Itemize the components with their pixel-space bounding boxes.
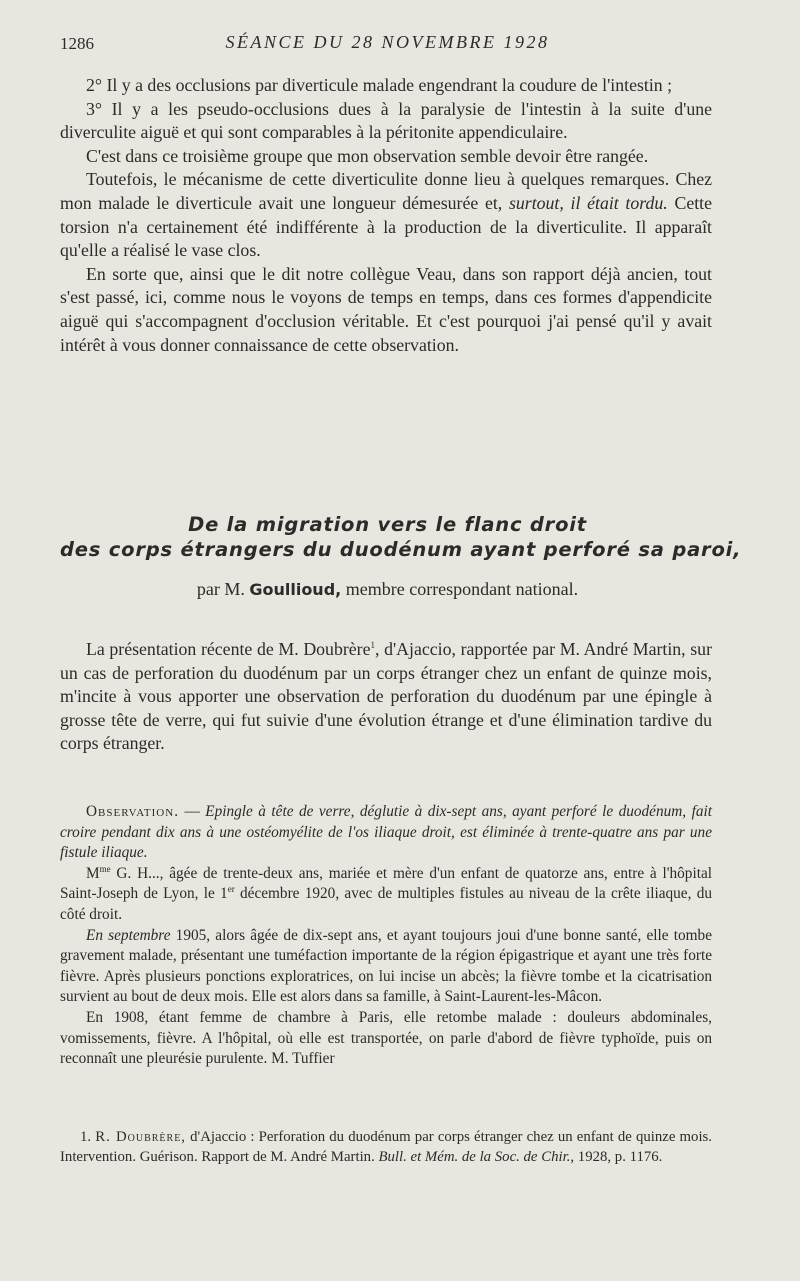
- footnote-ref-text: , 1928, p. 1176.: [570, 1148, 663, 1165]
- paragraph: En 1908, étant femme de chambre à Paris, elle retombe malade : douleurs abdominales, vomissements, fièvre. A l'hôpital, où elle est transportée, on parle d'abord de fièvre typhoïde, puis on reconnaît une pleurésie purulente. M. Tuffier: [60, 1008, 712, 1068]
- italic-phrase: surtout, il était tordu.: [508, 192, 668, 213]
- byline-prefix: par M.: [196, 579, 245, 599]
- paragraph: 2° Il y a des occlusions par diverticule malade engendrant la coudure de l'intestin ;: [86, 75, 673, 95]
- observation-section: [60, 802, 712, 1070]
- text-span: Toutefois, le mécanisme de cette diverticulite donne lieu à quelques remarques. Chez mon malade le diverticule avait une longueur démesurée et,: [60, 169, 712, 213]
- text-span: Cette torsion n'a certainement été indifférente à la production de la diverticulite. Il apparaît qu'elle a réalisé le vase clos.: [60, 192, 712, 261]
- dash: —: [179, 803, 206, 820]
- superscript: me: [99, 863, 111, 874]
- footnote-journal: Bull. et Mém. de la Soc. de Chir.: [378, 1148, 571, 1165]
- paragraph: 3° Il y a les pseudo-occlusions dues à la paralysie de l'intestin à la suite d'une diverculite aiguë et qui sont comparables à la péritonite appendiculaire.: [60, 98, 712, 143]
- page-header: [60, 30, 715, 58]
- footnote-number: 1.: [80, 1129, 92, 1145]
- italic-phrase: En septembre: [86, 926, 171, 944]
- text-span: , d'Ajaccio, rapportée par M. André Martin, sur un cas de perforation du duodénum par un corps étranger chez un enfant de quinze mois, m'incite à vous apporter une observation de perforation du duodénum par une épingle à grosse tête de verre, qui fut suivie d'une évolution étrange et d'une élimination tardive du corps étranger.: [60, 639, 712, 754]
- footnote: [60, 1128, 712, 1167]
- footnote-author: R. Doubrère,: [95, 1129, 187, 1145]
- footnote-text: d'Ajaccio : Perforation du duodénum par corps étranger chez un enfant de quinze mois. Intervention. Guérison. Rapport de M. André Martin.: [60, 1129, 713, 1165]
- footnote-paragraph: [60, 1128, 712, 1167]
- byline: [60, 579, 715, 600]
- paragraph: [60, 926, 712, 1008]
- paragraph: En sorte que, ainsi que le dit notre collègue Veau, dans son rapport déjà ancien, tout s'est passé, ici, comme nous le voyons de temps en temps, dans ces formes d'appendicite aiguë qui s'accompagnent d'occlusion véritable. Et c'est pourquoi j'ai pensé qu'il y avait intérêt à vous donner connaissance de cette observation.: [60, 263, 712, 355]
- observation-summary: [60, 802, 712, 864]
- observation-label: Observation.: [86, 803, 180, 820]
- intro-paragraph: [60, 638, 712, 756]
- title-line-1: De la migration vers le flanc droit: [188, 513, 587, 536]
- text-span: La présentation récente de M. Doubrère: [86, 639, 371, 659]
- text-span: 1905, alors âgée de dix-sept ans, et ayant toujours joui d'une bonne santé, elle tombe gravement malade, présentant une tuméfaction importante de la région épigastrique et ayant une très forte fièvre. Après plusieurs ponctions exploratrices, on lui incise un abcès; la fièvre tombe et la cicatrisation survient au bout de deux mois. Elle est alors dans sa famille, à Saint-Laurent-les-Mâcon.: [60, 926, 712, 1006]
- article-title: [60, 512, 742, 562]
- running-title: SÉANCE DU 28 NOVEMBRE 1928: [225, 32, 550, 52]
- top-section: [60, 74, 712, 357]
- paragraph: [60, 864, 712, 926]
- title-line-2: des corps étrangers du duodénum ayant perforé sa paroi,: [60, 538, 742, 561]
- superscript: er: [227, 884, 235, 895]
- text-span: décembre 1920, avec de multiples fistules au niveau de la crête iliaque, du côté droit.: [60, 885, 713, 923]
- byline-suffix: membre correspondant national.: [345, 579, 579, 599]
- intro-section: [60, 638, 712, 756]
- page-number: 1286: [60, 34, 94, 53]
- footnote-ref: 1: [370, 640, 375, 651]
- byline-author: Goullioud,: [249, 580, 342, 599]
- paragraph: [60, 168, 712, 262]
- text-span: M: [86, 864, 100, 882]
- summary-italic: Epingle à tête de verre, déglutie à dix-sept ans, ayant perforé le duodénum, fait croire pendant dix ans à une ostéomyélite de l'os iliaque droit, est éliminée à trente-quatre ans par une fistule iliaque.: [60, 803, 712, 862]
- paragraph: C'est dans ce troisième groupe que mon observation semble devoir être rangée.: [86, 145, 649, 166]
- text-span: G. H..., âgée de trente-deux ans, mariée et mère d'un enfant de quatorze ans, entre à l'hôpital Saint-Joseph de Lyon, le 1: [60, 864, 712, 903]
